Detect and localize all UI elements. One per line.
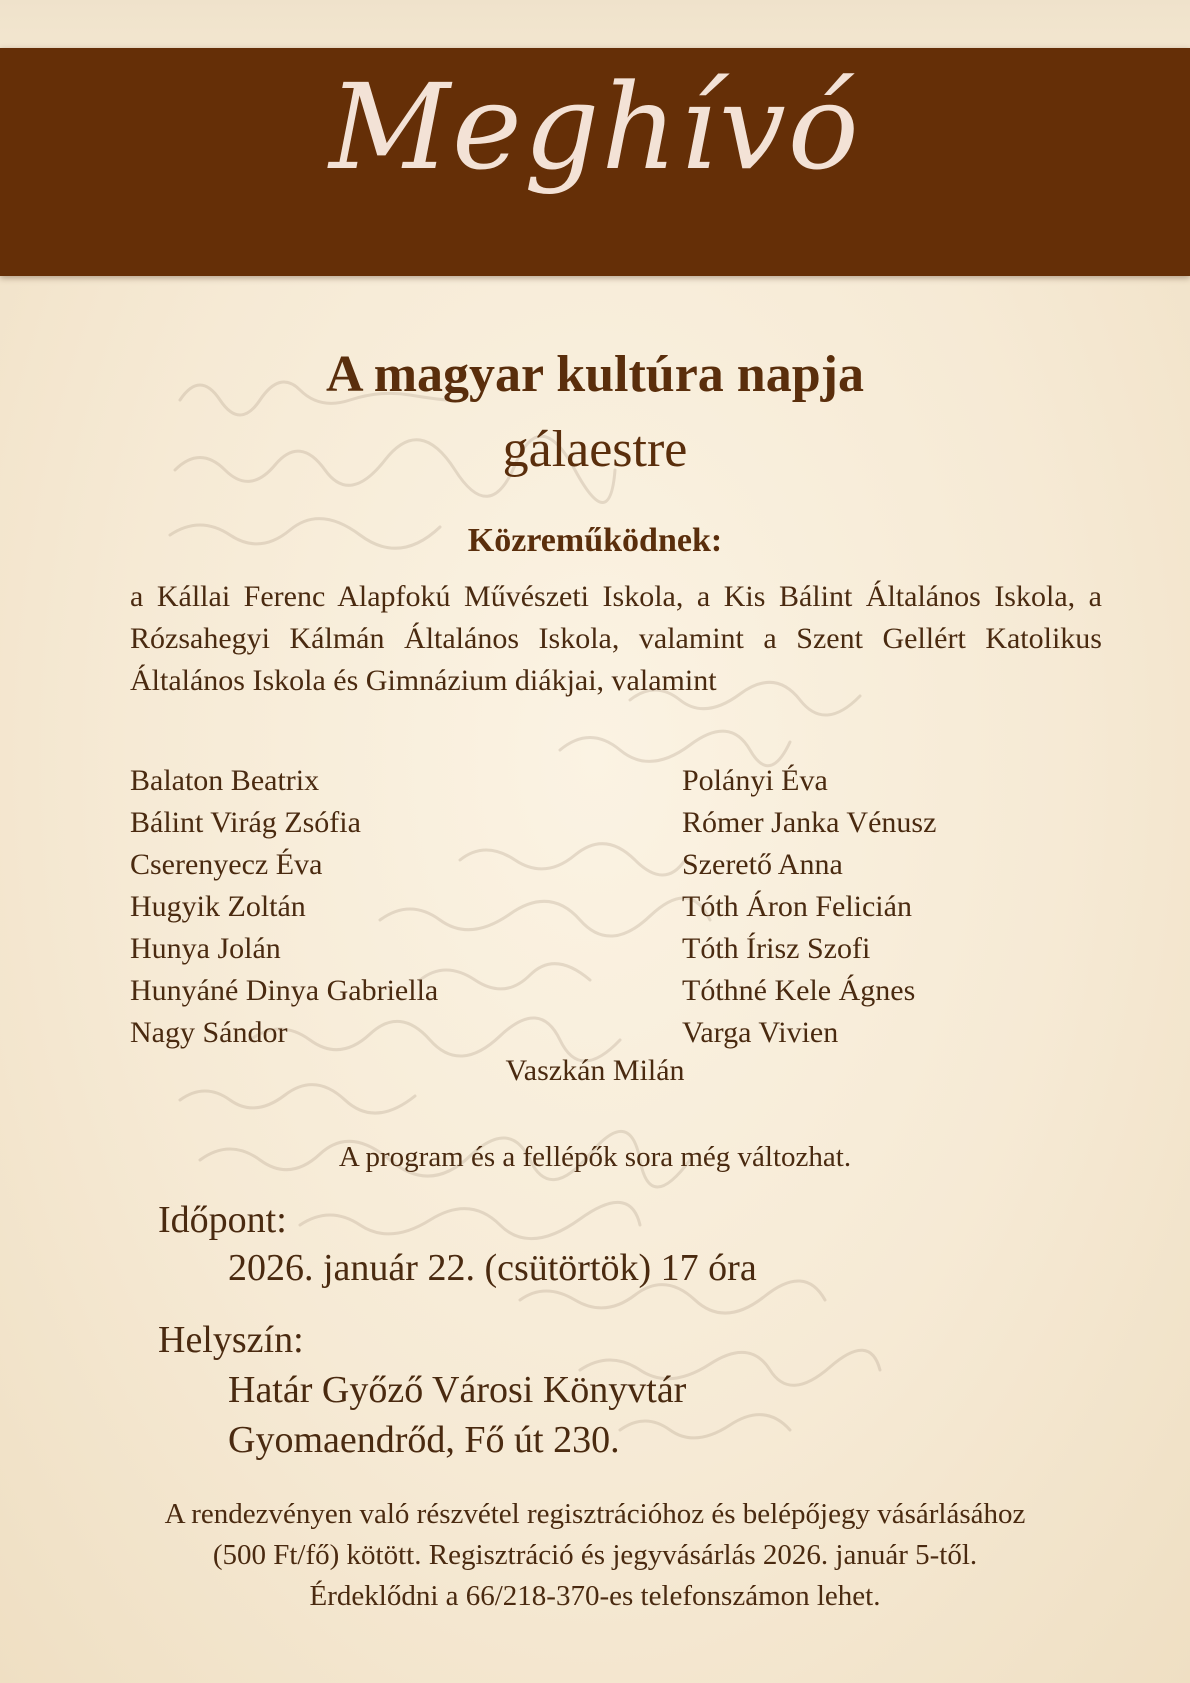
location-label: Helyszín: (158, 1319, 304, 1361)
contributors-heading: Közreműködnek: (467, 522, 723, 559)
performer-name: Varga Vivien (682, 1016, 839, 1049)
performer-name: Hunya Jolán (130, 932, 281, 965)
event-title: A magyar kultúra napja (326, 346, 864, 403)
performer-name: Tóth Áron Felicián (682, 890, 912, 923)
registration-info (0, 1494, 1190, 1617)
performer-name: Tóthné Kele Ágnes (682, 974, 916, 1007)
top-paper-strip (0, 0, 1190, 48)
event-subtitle: gálaestre (502, 421, 688, 478)
performer-name: Cserenyecz Éva (130, 848, 323, 881)
registration-line: (500 Ft/fő) kötött. Regisztráció és jegyvásárlás 2026. január 5-től. (212, 1539, 978, 1571)
program-change-note: A program és a fellépők sora még változhat. (338, 1141, 852, 1173)
performer-name: Rómer Janka Vénusz (682, 806, 937, 839)
performer-name: Polányi Éva (682, 764, 828, 797)
performer-name-centered: Vaszkán Milán (505, 1054, 685, 1087)
performer-name: Balaton Beatrix (130, 764, 320, 797)
registration-line: A rendezvényen való részvétel regisztrációhoz és belépőjegy vásárlásához (164, 1498, 1026, 1530)
performer-name: Bálint Virág Zsófia (130, 806, 361, 839)
performer-name: Tóth Írisz Szofi (682, 932, 871, 965)
location-address: Gyomaendrőd, Fő út 230. (228, 1419, 620, 1461)
time-label: Időpont: (158, 1199, 287, 1241)
performer-list-right (682, 760, 936, 1054)
contributors-text: a Kállai Ferenc Alapfokú Művészeti Iskola, a Kis Bálint Általános Iskola, a Rózsahegyi Kálmán Általános Iskola, valamint a Szent Gellért Katolikus Általános Iskola és Gimnázium diákjai, valamint (130, 580, 1102, 697)
performer-name: Nagy Sándor (130, 1016, 288, 1049)
performer-name: Hugyik Zoltán (130, 890, 306, 923)
invitation-title: Meghívó (329, 58, 861, 196)
location-venue: Határ Győző Városi Könyvtár (228, 1369, 687, 1411)
contact-line: Érdeklődni a 66/218-370-es telefonszámon lehet. (309, 1580, 881, 1612)
performer-list-left (130, 760, 438, 1054)
performer-name: Szerető Anna (682, 848, 843, 881)
performer-name: Hunyáné Dinya Gabriella (130, 974, 439, 1007)
time-value: 2026. január 22. (csütörtök) 17 óra (228, 1247, 757, 1289)
